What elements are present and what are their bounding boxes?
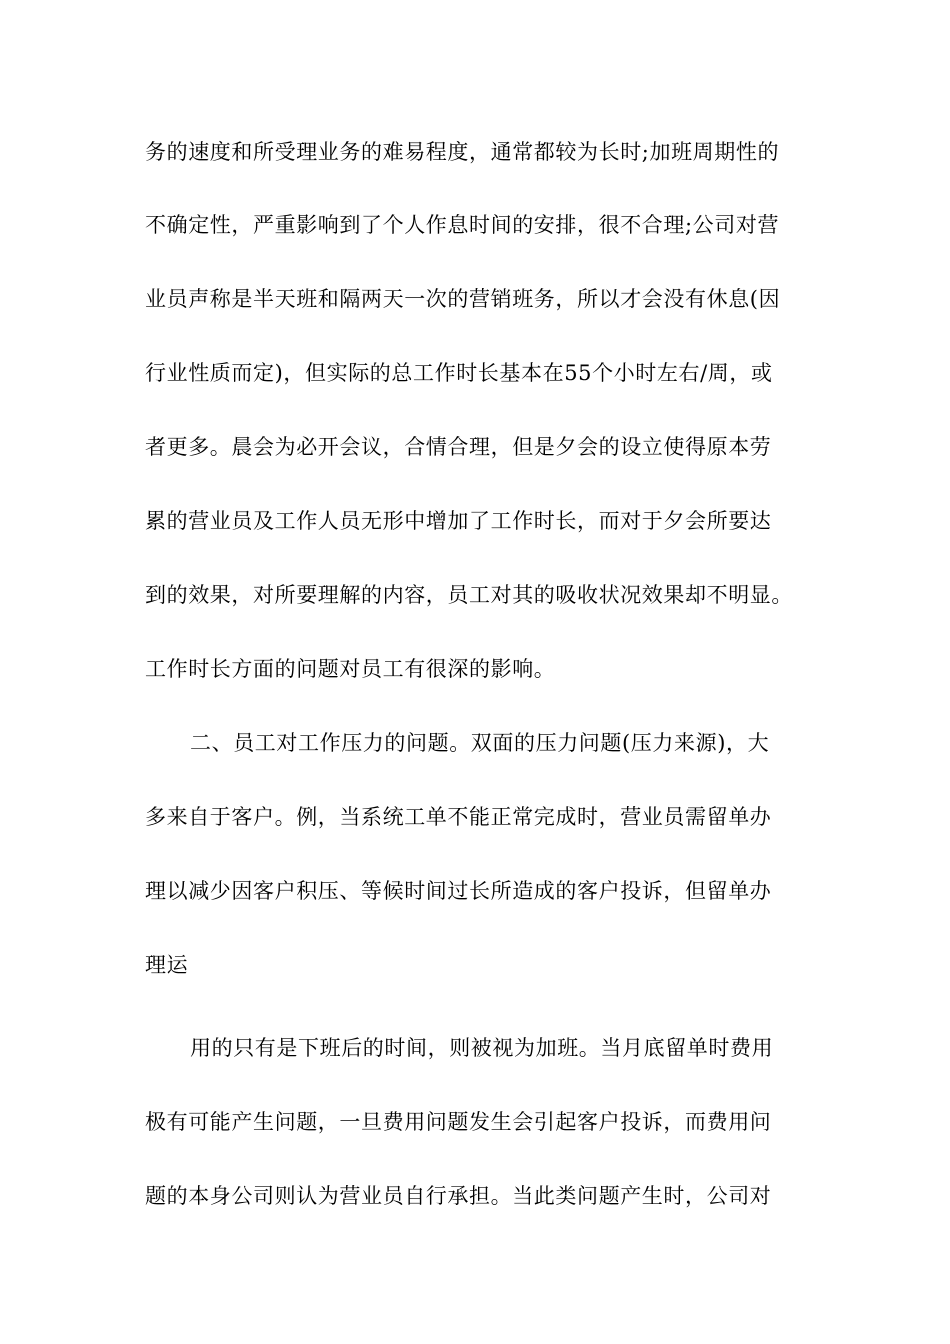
text-line: 多来自于客户。例，当系统工单不能正常完成时，营业员需留单办	[145, 805, 772, 829]
text-line: 者更多。晨会为必开会议，合情合理，但是夕会的设立使得原本劳	[145, 435, 772, 459]
paragraph-start-line: 二、员工对工作压力的问题。双面的压力问题(压力来源)，大	[190, 731, 770, 755]
text-line: 理以减少因客户积压、等候时间过长所造成的客户投诉，但留单办	[145, 879, 772, 903]
text-line: 工作时长方面的问题对员工有很深的影响。	[145, 657, 556, 681]
text-line: 累的营业员及工作人员无形中增加了工作时长，而对于夕会所要达	[145, 509, 772, 533]
text-line: 行业性质而定)，但实际的总工作时长基本在55个小时左右/周，或	[145, 361, 773, 385]
text-line: 不确定性，严重影响到了个人作息时间的安排，很不合理;公司对营	[145, 213, 780, 237]
text-line: 题的本身公司则认为营业员自行承担。当此类问题产生时，公司对	[145, 1184, 772, 1208]
text-line: 理运	[145, 953, 189, 977]
text-line: 业员声称是半天班和隔两天一次的营销班务，所以才会没有休息(因	[145, 287, 781, 311]
text-line: 务的速度和所受理业务的难易程度，通常都较为长时;加班周期性的	[145, 140, 780, 164]
text-line: 极有可能产生问题，一旦费用问题发生会引起客户投诉，而费用问	[145, 1110, 772, 1134]
text-line: 到的效果，对所要理解的内容，员工对其的吸收状况效果却不明显。	[145, 583, 793, 607]
paragraph-start-line: 用的只有是下班后的时间，则被视为加班。当月底留单时费用	[190, 1036, 774, 1060]
